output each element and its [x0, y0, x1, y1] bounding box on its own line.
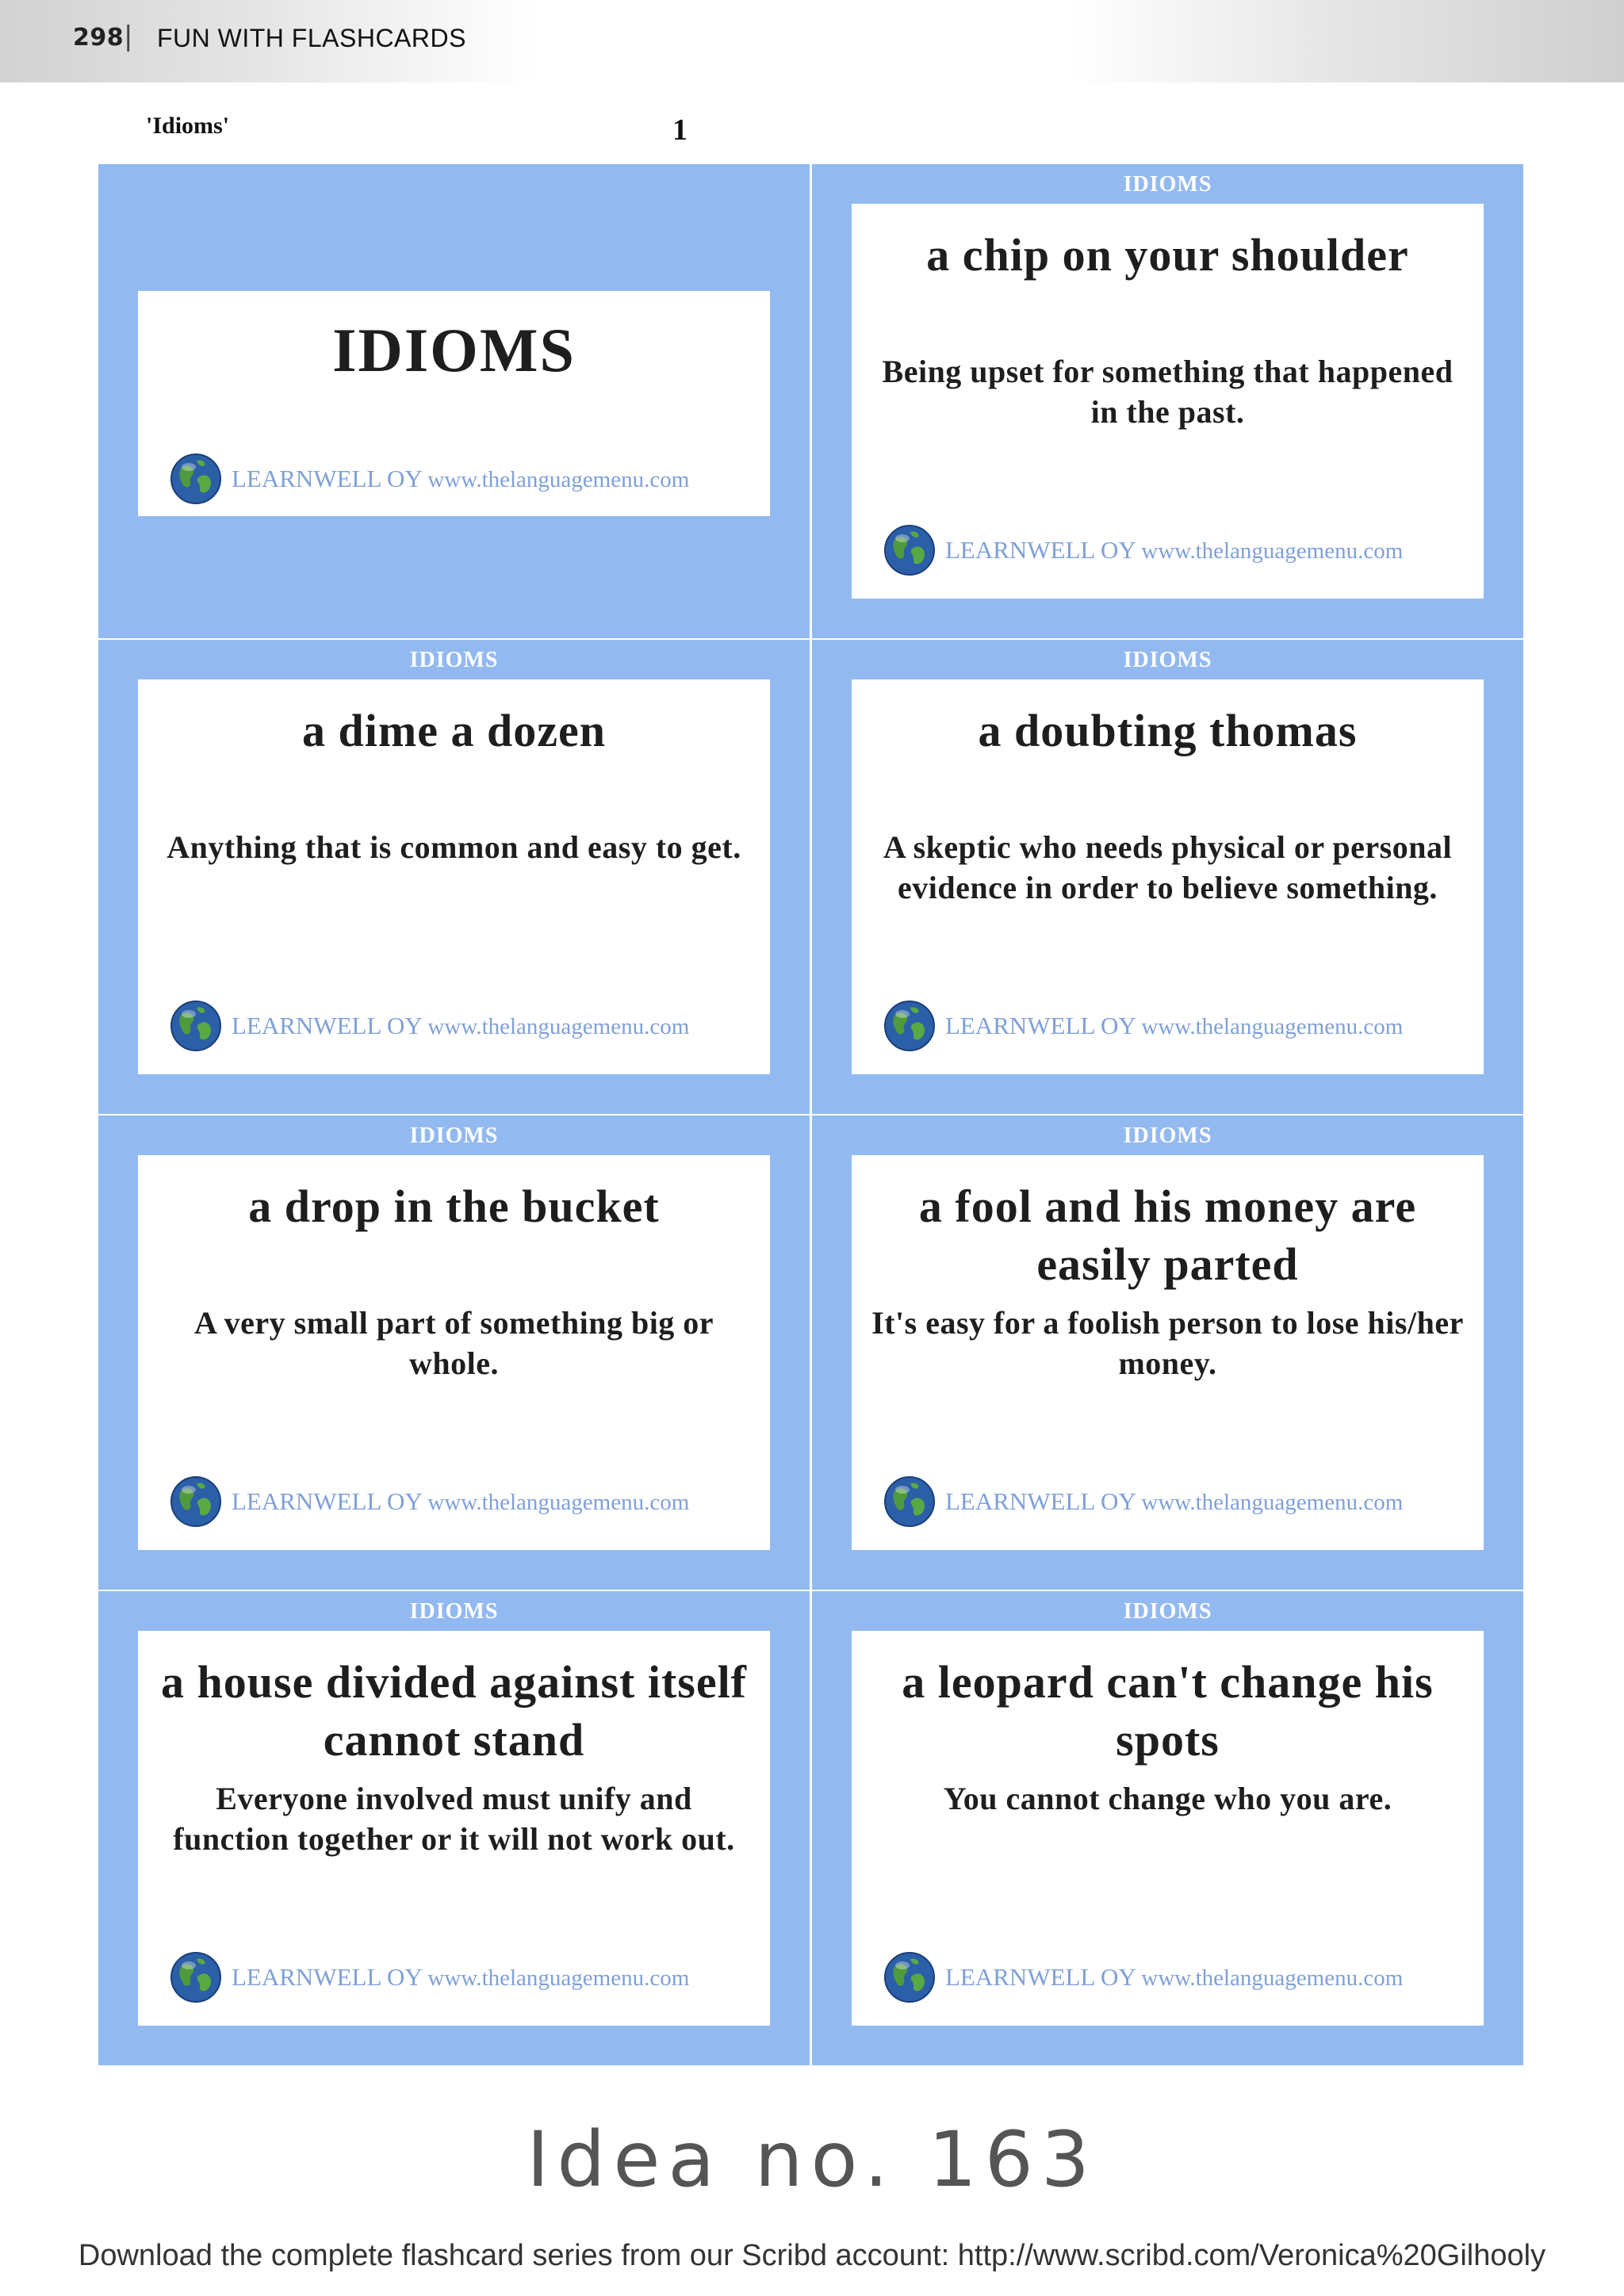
- footer-text: [232, 1487, 689, 1516]
- card-footer: [170, 1951, 689, 2003]
- sheet-number: 1: [672, 113, 688, 147]
- footer-text: [232, 1963, 689, 1992]
- card-inner: [852, 1155, 1484, 1550]
- footer-brand: LEARNWELL OY: [945, 1963, 1136, 1991]
- card-header: IDIOMS: [409, 1123, 499, 1148]
- card-header: IDIOMS: [1123, 648, 1212, 672]
- idiom-definition: Everyone involved must unify and function together or it will not work out.: [173, 1781, 735, 1857]
- card-header: IDIOMS: [1123, 1123, 1212, 1148]
- flashcard: [812, 164, 1523, 638]
- idiom-term: a house divided against itself cannot stand: [161, 1656, 747, 1766]
- footer-brand: LEARNWELL OY: [232, 1487, 422, 1515]
- idiom-term: a fool and his money are easily parted: [918, 1181, 1417, 1290]
- card-inner: [138, 1631, 770, 2026]
- footer-brand: LEARNWELL OY: [232, 1012, 422, 1039]
- card-inner: [852, 679, 1484, 1074]
- flashcard: [98, 1591, 810, 2065]
- footer-text: [232, 1012, 689, 1040]
- footer-brand: LEARNWELL OY: [945, 1487, 1136, 1515]
- footer-url: www.thelanguagemenu.com: [427, 1490, 690, 1515]
- footer-text: [232, 465, 689, 493]
- footer-brand: LEARNWELL OY: [945, 536, 1136, 564]
- card-header: IDIOMS: [1123, 172, 1212, 197]
- footer-url: www.thelanguagemenu.com: [427, 1965, 690, 1991]
- flashcard: [98, 640, 810, 1114]
- idiom-definition: A skeptic who needs physical or personal evidence in order to believe something.: [883, 829, 1453, 905]
- card-footer: [883, 1475, 1403, 1528]
- idiom-definition: It's easy for a foolish person to lose his/her money.: [871, 1305, 1464, 1381]
- card-header: IDIOMS: [1123, 1599, 1212, 1624]
- footer-text: [945, 1012, 1403, 1040]
- footer-url: www.thelanguagemenu.com: [1141, 538, 1404, 564]
- footer-text: [945, 1487, 1403, 1516]
- footer-url: www.thelanguagemenu.com: [427, 467, 690, 492]
- footer-text: [945, 1963, 1403, 1992]
- card-inner: [852, 1631, 1484, 2026]
- idiom-term: a doubting thomas: [978, 705, 1358, 756]
- flashcard: [812, 640, 1523, 1114]
- idiom-definition: You cannot change who you are.: [943, 1781, 1392, 1816]
- card-footer: [170, 1000, 689, 1052]
- idiom-definition: Being upset for something that happened in the past.: [882, 354, 1454, 430]
- globe-icon: [170, 1475, 222, 1528]
- idiom-definition: Anything that is common and easy to get.: [167, 829, 741, 865]
- download-note: Download the complete flashcard series from our Scribd account: http://www.scribd.com/Veronica%20Gilhooly: [78, 2239, 1546, 2272]
- footer-text: [945, 536, 1403, 564]
- globe-icon: [170, 453, 222, 505]
- card-inner: [852, 204, 1484, 599]
- book-title: FUN WITH FLASHCARDS: [157, 24, 466, 52]
- card-footer: [883, 524, 1403, 576]
- card-header: IDIOMS: [409, 648, 499, 672]
- flashcard: [98, 1115, 810, 1590]
- flashcard: [812, 1115, 1523, 1590]
- footer-brand: LEARNWELL OY: [232, 1963, 422, 1991]
- title-card: [98, 164, 810, 638]
- footer-brand: LEARNWELL OY: [945, 1012, 1136, 1039]
- card-footer: [883, 1000, 1403, 1052]
- card-footer: [170, 453, 689, 505]
- globe-icon: [883, 524, 936, 576]
- idiom-term: a leopard can't change his spots: [902, 1656, 1434, 1766]
- title-card-inner: [138, 291, 770, 516]
- flashcard-grid: [98, 164, 1524, 2067]
- footer-url: www.thelanguagemenu.com: [427, 1014, 690, 1039]
- globe-icon: [883, 1475, 936, 1528]
- card-header: IDIOMS: [409, 1599, 499, 1624]
- footer-url: www.thelanguagemenu.com: [1141, 1965, 1404, 1991]
- idiom-term: a dime a dozen: [302, 705, 606, 756]
- sheet-label: 'Idioms': [146, 113, 230, 139]
- card-footer: [883, 1951, 1403, 2003]
- globe-icon: [883, 1000, 936, 1052]
- title-card-title: IDIOMS: [332, 316, 576, 385]
- card-footer: [170, 1475, 689, 1528]
- header-separator: |: [124, 21, 133, 52]
- idiom-definition: A very small part of something big or whole.: [193, 1305, 714, 1381]
- footer-url: www.thelanguagemenu.com: [1141, 1014, 1404, 1039]
- globe-icon: [170, 1000, 222, 1052]
- card-inner: [138, 1155, 770, 1550]
- idiom-term: a drop in the bucket: [248, 1181, 660, 1232]
- page-number: 298: [73, 24, 124, 52]
- globe-icon: [170, 1951, 222, 2003]
- idea-number: Idea no. 163: [527, 2115, 1097, 2204]
- footer-url: www.thelanguagemenu.com: [1141, 1490, 1404, 1515]
- flashcard: [812, 1591, 1523, 2065]
- footer-brand: LEARNWELL OY: [232, 465, 422, 492]
- globe-icon: [883, 1951, 936, 2003]
- idiom-term: a chip on your shoulder: [926, 229, 1409, 281]
- card-inner: [138, 679, 770, 1074]
